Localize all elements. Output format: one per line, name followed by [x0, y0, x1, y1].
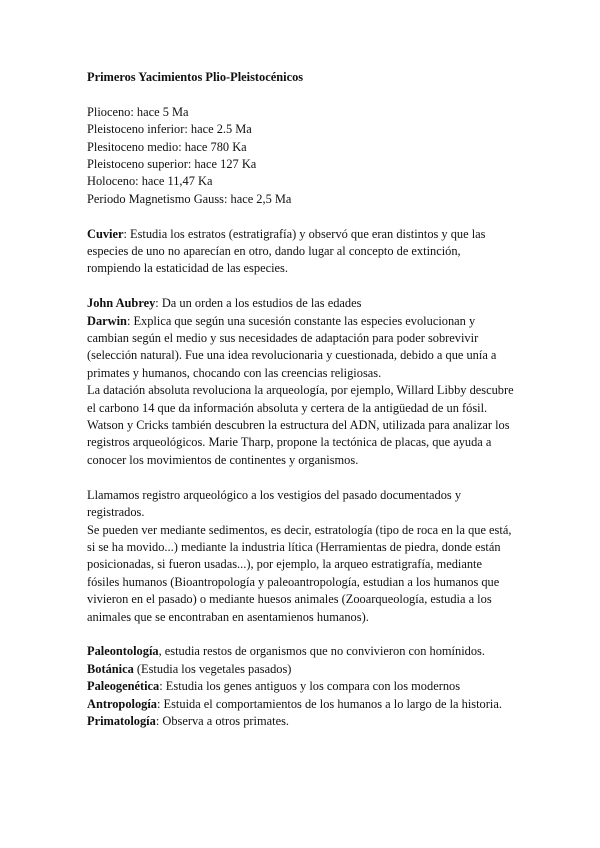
discipline-item — [87, 661, 517, 678]
darwin-paragraph — [87, 313, 517, 383]
document-body — [87, 69, 517, 730]
discipline-item — [87, 696, 517, 713]
discipline-item — [87, 678, 517, 695]
periods-list — [87, 104, 517, 208]
discipline-text: , estudia restos de organismos que no convivieron con homínidos. — [158, 644, 485, 659]
sedimentos-paragraph: Se pueden ver mediante sedimentos, es decir, estratología (tipo de roca en la que está, si se ha movido...) mediante la industria lítica (Herramientas de piedra, donde están posicionadas, si fueron usadas...), por ejemplo, la arqueo estratigrafía, mediante fósiles humanos (Bioantropología y paleoantropología, estudian a los humanos que vivieron en el pasado) o mediante huesos animales (Zooarqueología, estudia a los animales que se encontraban en asentamienos humanos). — [87, 522, 512, 624]
cuvier-paragraph — [87, 226, 517, 278]
period-line: Plesitoceno medio: hace 780 Ka — [87, 139, 247, 154]
discipline-text: : Estudia los genes antiguos y los compara con los modernos — [159, 679, 461, 694]
period-line: Pleistoceno inferior: hace 2.5 Ma — [87, 122, 252, 137]
discipline-term: Paleogenética — [87, 679, 160, 694]
aubrey-term: John Aubrey — [87, 296, 156, 311]
disciplines-list — [87, 643, 517, 730]
discipline-text: : Observa a otros primates. — [155, 713, 289, 728]
period-line: Periodo Magnetismo Gauss: hace 2,5 Ma — [87, 191, 292, 206]
cuvier-text: : Estudia los estratos (estratigrafía) y observó que eran distintos y que las especies de uno no aparecían en otro, dando lugar al concepto de extinción, rompiendo la estaticidad de las especies. — [87, 226, 486, 276]
discipline-term: Botánica — [87, 661, 134, 676]
discipline-term: Antropología — [87, 696, 157, 711]
aubrey-text: : Da un orden a los estudios de las edades — [155, 296, 362, 311]
datacion-paragraph: La datación absoluta revoluciona la arqueología, por ejemplo, Willard Libby descubre el carbono 14 que da información absoluta y certera de la antigüedad de un fósil. Watson y Cricks también descubren la estructura del ADN, utilizada para analizar los registros arqueológicos. Marie Tharp, propone la tectónica de placas, que ayuda a conocer los movimientos de continentes y organismos. — [87, 383, 514, 467]
period-line: Plioceno: hace 5 Ma — [87, 104, 189, 119]
discipline-term: Primatología — [87, 713, 156, 728]
darwin-text: : Explica que según una sucesión constante las especies evolucionan y cambian según el medio y sus necesidades de adaptación para poder sobrevivir (selección natural). Fue una idea revolucionaria y cuestionada, debido a que unía a primates y humanos, chocando con las creencias religiosas. — [87, 313, 497, 380]
discipline-term: Paleontología — [87, 644, 159, 659]
aubrey-paragraph — [87, 295, 517, 312]
discipline-text: (Estudia los vegetales pasados) — [133, 661, 292, 676]
discipline-item — [87, 713, 517, 730]
registro-paragraph: Llamamos registro arqueológico a los vestigios del pasado documentados y registrados. — [87, 487, 462, 520]
cuvier-term: Cuvier — [87, 226, 124, 241]
discipline-item — [87, 643, 517, 660]
document-title: Primeros Yacimientos Plio-Pleistocénicos — [87, 70, 304, 84]
period-line: Holoceno: hace 11,47 Ka — [87, 174, 213, 189]
darwin-term: Darwin — [87, 313, 127, 328]
period-line: Pleistoceno superior: hace 127 Ka — [87, 157, 257, 172]
discipline-text: : Estuida el comportamientos de los humanos a lo largo de la historia. — [157, 696, 502, 711]
